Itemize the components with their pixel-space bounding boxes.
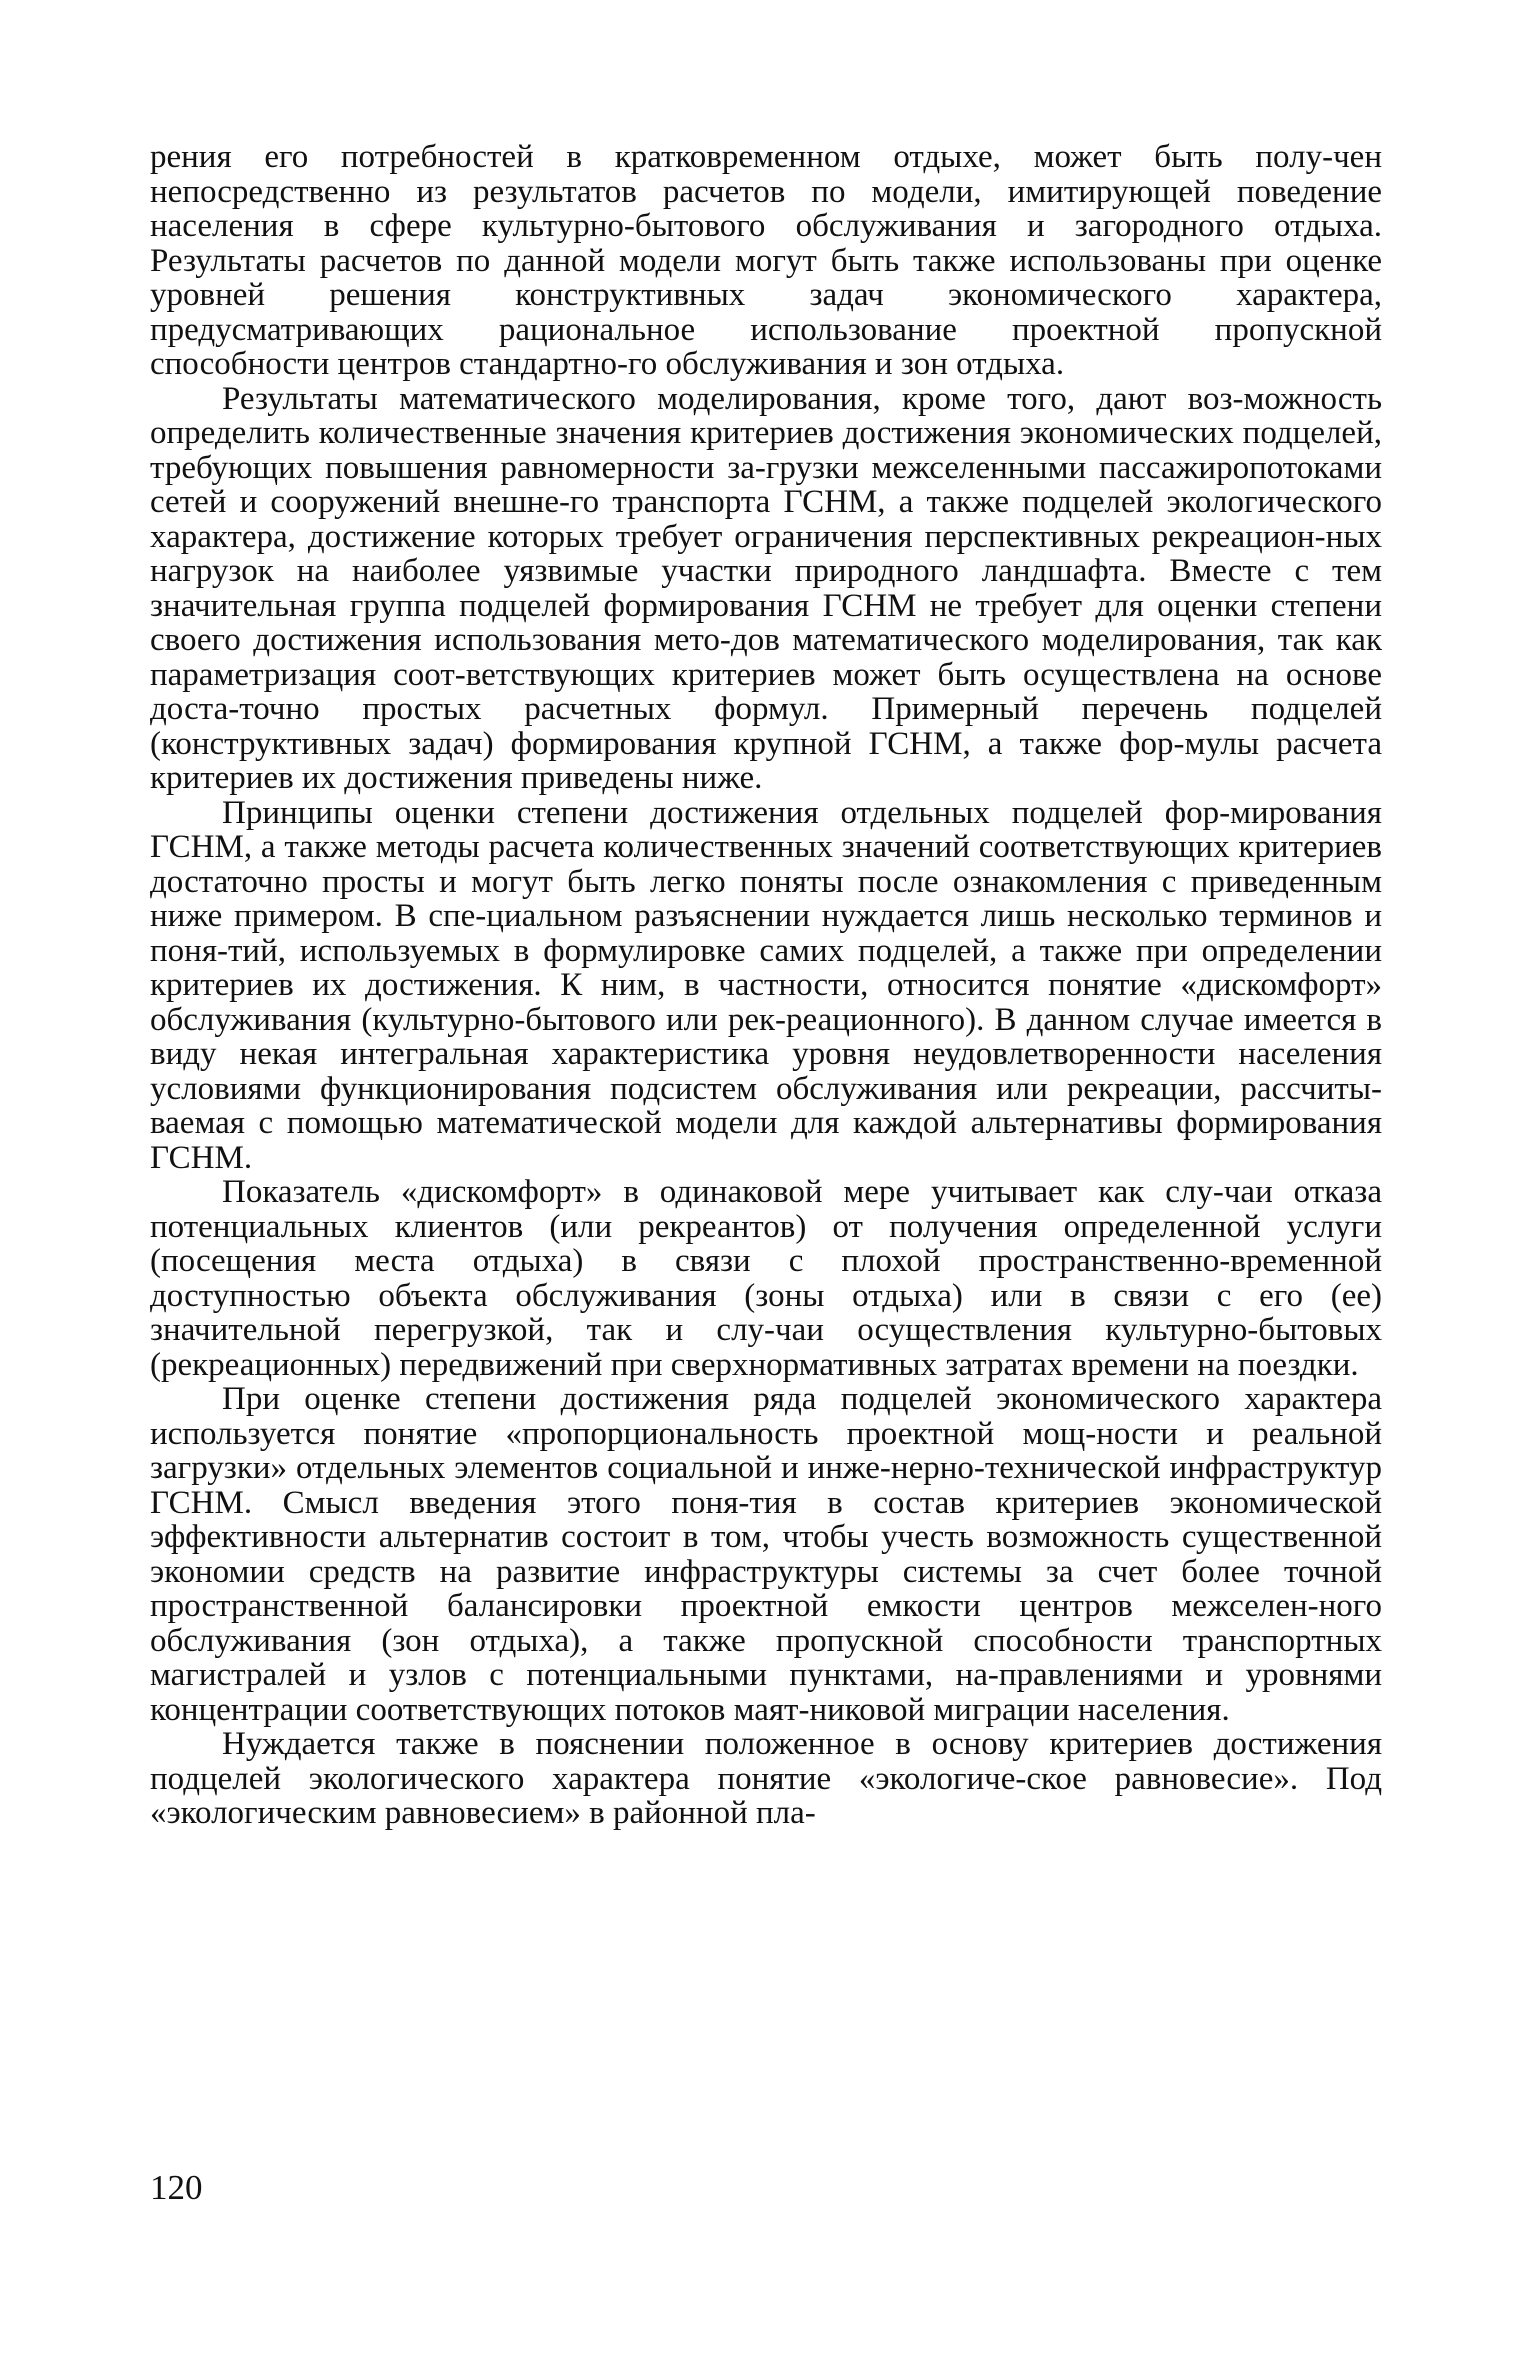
paragraph-2: Результаты математического моделирования, кроме того, дают воз-можность определить количественные значения критериев достижения экономических подцелей, требующих повышения равномерности за-грузки межселенными пассажиропотоками сетей и сооружений внешне-го транспорта ГСНМ, а также подцелей экологического характера, достижение которых требует ограничения перспективных рекреацион-ных нагрузок на наиболее уязвимые участки природного ландшафта. Вместе с тем значительная группа подцелей формирования ГСНМ не требует для оценки степени своего достижения использования мето-дов математического моделирования, так как параметризация соот-ветствующих критериев может быть осуществлена на основе доста-точно простых расчетных формул. Примерный перечень подцелей (конструктивных задач) формирования крупной ГСНМ, а также фор-мулы расчета критериев их достижения приведены ниже.: [150, 380, 1382, 796]
body-text: [150, 140, 1382, 1831]
paragraph-1: рения его потребностей в кратковременном отдыхе, может быть полу-чен непосредственно из результатов расчетов по модели, имитирующей поведение населения в сфере культурно-бытового обслуживания и загородного отдыха. Результаты расчетов по данной модели могут быть также использованы при оценке уровней решения конструктивных задач экономического характера, предусматривающих рациональное использование проектной пропускной способности центров стандартно-го обслуживания и зон отдыха.: [150, 139, 1382, 382]
paragraph-4: Показатель «дискомфорт» в одинаковой мере учитывает как слу-чаи отказа потенциальных клиентов (или рекреантов) от получения определенной услуги (посещения места отдыха) в связи с плохой пространственно-временной доступностью объекта обслуживания (зоны отдыха) или в связи с его (ее) значительной перегрузкой, так и слу-чаи осуществления культурно-бытовых (рекреационных) передвижений при сверхнормативных затратах времени на поездки.: [150, 1174, 1382, 1383]
paragraph-6: Нуждается также в пояснении положенное в основу критериев достижения подцелей экологического характера понятие «экологиче-ское равновесие». Под «экологическим равновесием» в районной пла-: [150, 1726, 1382, 1831]
paragraph-5: При оценке степени достижения ряда подцелей экономического характера используется понятие «пропорциональность проектной мощ-ности и реальной загрузки» отдельных элементов социальной и инже-нерно-технической инфраструктур ГСНМ. Смысл введения этого поня-тия в состав критериев экономической эффективности альтернатив состоит в том, чтобы учесть возможность существенной экономии средств на развитие инфраструктуры системы за счет более точной пространственной балансировки проектной емкости центров межселен-ного обслуживания (зон отдыха), а также пропускной способности транспортных магистралей и узлов с потенциальными пунктами, на-правлениями и уровнями концентрации соответствующих потоков маят-никовой миграции населения.: [150, 1381, 1382, 1728]
paragraph-3: Принципы оценки степени достижения отдельных подцелей фор-мирования ГСНМ, а также методы расчета количественных значений соответствующих критериев достаточно просты и могут быть легко поняты после ознакомления с приведенным ниже примером. В спе-циальном разъяснении нуждается лишь несколько терминов и поня-тий, используемых в формулировке самих подцелей, а также при определении критериев их достижения. К ним, в частности, относится понятие «дискомфорт» обслуживания (культурно-бытового или рек-реационного). В данном случае имеется в виду некая интегральная характеристика уровня неудовлетворенности населения условиями функционирования подсистем обслуживания или рекреации, рассчиты-ваемая с помощью математической модели для каждой альтернативы формирования ГСНМ.: [150, 794, 1382, 1176]
page-number: 120: [150, 2168, 203, 2207]
